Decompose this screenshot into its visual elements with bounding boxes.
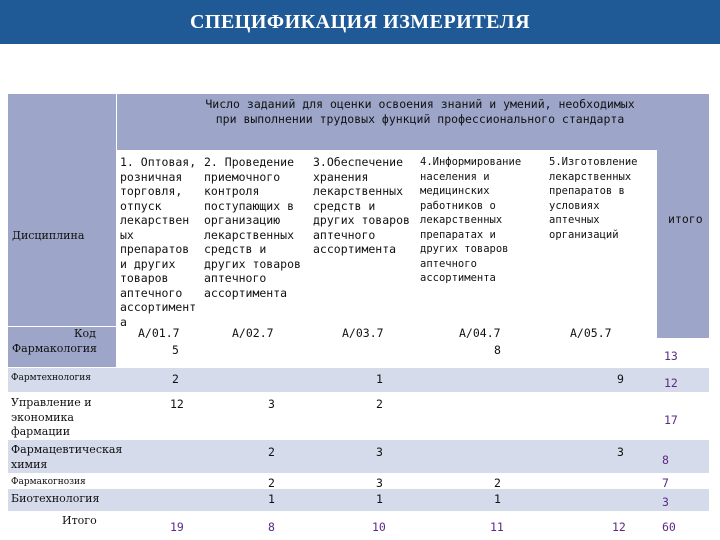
cell-value: 1 (376, 372, 383, 386)
function-1-line: и других (120, 256, 176, 271)
code-label: Код (74, 327, 96, 340)
cell-value: 3 (376, 476, 383, 490)
function-2-line: средств и (204, 242, 267, 256)
cell-value: 12 (170, 397, 184, 411)
cell-value: 3 (617, 445, 624, 459)
function-5-line: препаратов в (549, 185, 625, 197)
row-bg-6 (8, 512, 709, 540)
function-5-line: аптечных (549, 214, 600, 226)
row-total: 13 (664, 349, 678, 363)
function-4-line: медицинских (420, 185, 490, 197)
function-1-line: препаратов (120, 242, 190, 256)
function-1-line: ассортимент (120, 300, 197, 314)
function-1-line: аптечного (120, 285, 183, 300)
column-total: 11 (490, 520, 504, 534)
cell-value: 2 (268, 476, 275, 490)
row-label: Управление и экономика фармации (11, 396, 92, 438)
function-2-line: поступающих в (204, 198, 295, 213)
function-4-line: 4.Информирование (420, 156, 522, 168)
column-total: 10 (372, 520, 386, 534)
function-2-line: ассортимента (204, 285, 288, 300)
row-bg-5 (8, 489, 709, 511)
function-3-line: 3.Обеспечение (313, 155, 404, 169)
function-2-line: 2. Проведение (204, 155, 295, 169)
row-total: 7 (662, 476, 669, 490)
function-2 (204, 155, 310, 300)
function-code: А/05.7 (570, 326, 612, 340)
row-total: 12 (664, 376, 678, 390)
title-bar (0, 0, 720, 44)
function-4-line: других товаров (420, 243, 509, 255)
function-3-line: ассортимента (313, 242, 397, 256)
cell-value: 8 (494, 343, 501, 357)
function-2-line: контроля (204, 184, 260, 198)
function-1-line: лекарствен (120, 213, 190, 227)
function-1-line: ых (120, 227, 134, 242)
row-label: Фармацевтическая химия (11, 443, 123, 471)
row-total: 17 (664, 413, 678, 427)
cell-value: 2 (494, 476, 501, 490)
tasks-title-line-1: Число заданий для оценки освоения знаний и умений, необходимых (205, 97, 635, 111)
function-5-line: лекарственных (549, 170, 632, 183)
function-3-line: средств и (313, 198, 376, 213)
function-1-line: розничная (120, 169, 183, 184)
function-2-line: аптечного (204, 271, 267, 285)
function-5-line: организаций (549, 228, 619, 241)
row-label: Фармакология (12, 342, 97, 355)
function-3-line: лекарственных (313, 184, 404, 198)
row-label: Биотехнология (11, 492, 100, 505)
column-total: 12 (612, 520, 626, 534)
row-label: Фармтехнология (11, 373, 91, 383)
function-4-line: населения и (420, 170, 490, 183)
tasks-title (120, 97, 720, 126)
cell-value: 2 (172, 372, 179, 386)
cell-value: 1 (494, 492, 501, 506)
function-1-line: а (120, 314, 127, 329)
cell-value: 2 (376, 397, 383, 411)
function-3-line: других товаров (313, 213, 410, 227)
function-1-line: 1. Оптовая, (120, 155, 197, 169)
function-1-line: торговля, (120, 184, 183, 198)
discipline-label: Дисциплина (12, 229, 85, 242)
function-code: А/03.7 (342, 326, 384, 340)
function-4 (420, 155, 544, 286)
function-1 (120, 155, 202, 329)
cell-value: 3 (376, 445, 383, 459)
function-4-line: работников о (420, 199, 496, 212)
function-2-line: лекарственных (204, 227, 295, 242)
row-total: 8 (662, 453, 669, 467)
function-code: А/02.7 (232, 326, 274, 340)
function-1-line: отпуск (120, 198, 162, 213)
grand-total: 60 (662, 520, 676, 534)
column-total: 8 (268, 520, 275, 534)
header-total-cell (657, 150, 709, 338)
function-3 (313, 155, 417, 257)
function-5-line: условиях (549, 199, 600, 212)
function-4-line: аптечного (420, 257, 477, 270)
cell-value: 9 (617, 372, 624, 386)
function-5-line: 5.Изготовление (549, 156, 638, 168)
function-5 (549, 155, 655, 242)
function-4-line: препаратах и (420, 228, 496, 241)
function-2-line: других товаров (204, 256, 301, 271)
row-bg-2 (8, 393, 709, 439)
function-4-line: лекарственных (420, 214, 503, 226)
function-1-line: товаров (120, 271, 169, 285)
function-2-line: организацию (204, 213, 281, 227)
row-bg-1 (8, 368, 709, 392)
function-3-line: хранения (313, 169, 369, 184)
function-4-line: ассортимента (420, 272, 496, 284)
page-title: СПЕЦИФИКАЦИЯ ИЗМЕРИТЕЛЯ (189, 10, 531, 33)
totals-label: Итого (62, 514, 97, 527)
function-2-line: приемочного (204, 169, 281, 184)
column-total: 19 (170, 520, 184, 534)
cell-value: 3 (268, 397, 275, 411)
cell-value: 1 (268, 492, 275, 506)
total-label: итого (668, 212, 703, 226)
cell-value: 5 (172, 343, 179, 357)
cell-value: 1 (376, 492, 383, 506)
row-label: Фармакогнозия (11, 477, 86, 487)
cell-value: 2 (268, 445, 275, 459)
tasks-title-line-2: при выполнении трудовых функций профессионального стандарта (215, 111, 625, 126)
row-total: 3 (662, 495, 669, 509)
function-3-line: аптечного (313, 227, 376, 242)
row-bg-4 (8, 474, 709, 488)
function-code: А/01.7 (138, 326, 180, 340)
header-discipline-cell (8, 94, 116, 326)
row-bg-first (117, 339, 709, 367)
function-code: А/04.7 (459, 326, 501, 340)
